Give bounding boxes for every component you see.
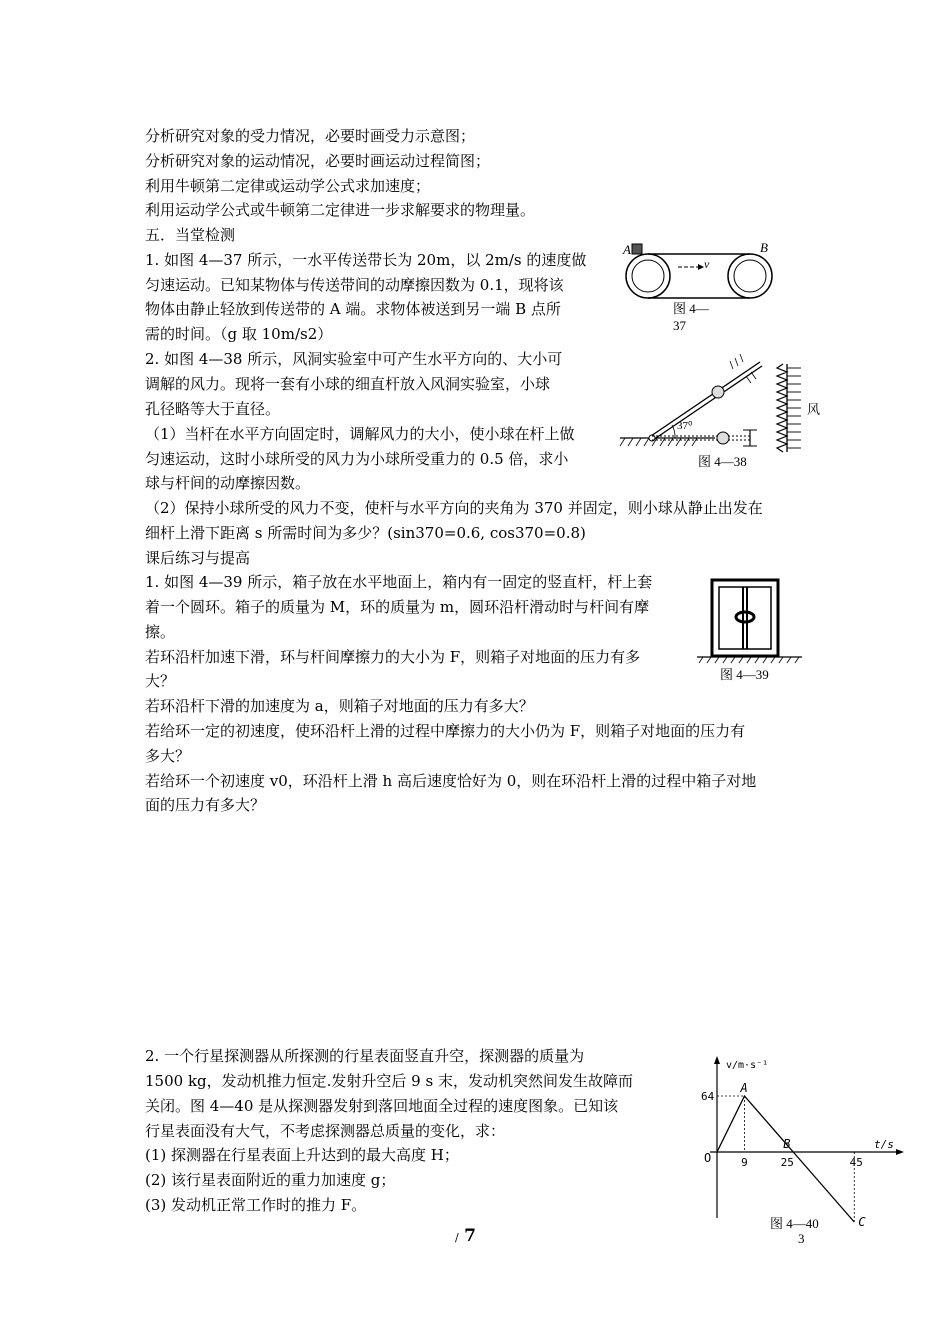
fig37-caption: 图 4— (673, 301, 709, 316)
fig37-label-a: A (623, 242, 631, 257)
point-b-label: B (783, 1137, 791, 1151)
point-c-label: C (858, 1215, 866, 1229)
page-total: 7 (464, 1226, 476, 1246)
section-title: 五．当堂检测 (145, 226, 236, 244)
p1-line: 着一个圆环。箱子的质量为 M，环的质量为 m，圆环沿杆滑动时与杆间有摩 (145, 598, 650, 616)
p1-line: 多大？ (145, 747, 191, 765)
figure-4-40-chart (690, 1050, 910, 1250)
fig37-label-b: B (760, 240, 768, 255)
y-tick-label: 64 (701, 1090, 715, 1103)
p1-line: 若给环一定的初速度，使环沿杆上滑的过程中摩擦力的大小仍为 F，则箱子对地面的压力有 (145, 722, 746, 740)
fig37-label-v: v (704, 257, 710, 271)
fig40-caption-num: 3 (798, 1231, 805, 1246)
origin-label: O (704, 1151, 712, 1165)
q2-line: 2. 如图 4—38 所示，风洞实验室中可产生水平方向的、大小可 (145, 350, 563, 368)
fig40-caption: 图 4—40 (770, 1216, 819, 1231)
footer-slash: / (455, 1231, 459, 1244)
x-tick-label: 45 (849, 1156, 863, 1169)
x-axis-label: t/s (874, 1138, 894, 1151)
fig38-caption: 图 4—38 (698, 454, 747, 469)
figure-4-39 (697, 576, 807, 686)
p2-line: (3) 发动机正常工作时的推力 F。 (145, 1196, 367, 1214)
q2-line: 细杆上滑下距离 s 所需时间为多少？(sin370=0.6, cos370=0.8) (145, 524, 586, 542)
q1-line: 物体由静止轻放到传送带的 A 端。求物体被送到另一端 B 点所 (145, 300, 561, 318)
page-footer (455, 1226, 476, 1246)
practice-title: 课后练习与提高 (145, 549, 251, 567)
p2-line: (1) 探测器在行星表面上升达到的最大高度 H； (145, 1146, 459, 1164)
p2-line: 行星表面没有大气，不考虑探测器总质量的变化，求： (145, 1122, 506, 1140)
q2-line: 球与杆间的动摩擦因数。 (145, 474, 311, 492)
p1-line: 擦。 (145, 623, 176, 641)
p2-line: 2. 一个行星探测器从所探测的行星表面竖直升空，探测器的质量为 (145, 1047, 585, 1065)
fig37-caption-num: 37 (673, 318, 686, 333)
q2-line: （1）当杆在水平方向固定时，调解风力的大小，使小球在杆上做 (145, 425, 575, 443)
p1-line: 若环沿杆下滑的加速度为 a，则箱子对地面的压力有多大？ (145, 697, 534, 715)
q2-line: （2）保持小球所受的风力不变，使杆与水平方向的夹角为 370 并固定，则小球从静止出发在 (145, 499, 763, 517)
point-a-label: A (740, 1081, 748, 1095)
x-tick-label: 9 (741, 1156, 748, 1169)
figure-4-37 (615, 240, 785, 340)
step-1: 分析研究对象的受力情况，必要时画受力示意图； (145, 127, 476, 145)
p1-line: 1. 如图 4—39 所示，箱子放在水平地面上，箱内有一固定的竖直杆，杆上套 (145, 573, 653, 591)
step-2: 分析研究对象的运动情况，必要时画运动过程简图； (145, 152, 491, 170)
fig39-caption: 图 4—39 (720, 667, 769, 682)
p2-line: (2) 该行星表面附近的重力加速度 g； (145, 1171, 396, 1189)
q2-line: 匀速运动，这时小球所受的风力为小球所受重力的 0.5 倍，求小 (145, 450, 569, 468)
q1-line: 1. 如图 4—37 所示，一水平传送带长为 20m，以 2m/s 的速度做 (145, 251, 587, 269)
q2-line: 孔径略等大于直径。 (145, 400, 281, 418)
fig38-angle: 37⁰ (677, 420, 693, 432)
q2-line: 调解的风力。现将一套有小球的细直杆放入风洞实验室，小球 (145, 375, 551, 393)
q1-line: 需的时间。（g 取 10m/s2） (145, 325, 333, 343)
x-tick-label: 25 (780, 1156, 794, 1169)
p1-line: 若给环一个初速度 v0，环沿杆上滑 h 高后速度恰好为 0，则在环沿杆上滑的过程中箱子对地 (145, 772, 757, 790)
y-axis-label: v/m·s⁻¹ (726, 1060, 769, 1071)
q1-line: 匀速运动。已知某物体与传送带间的动摩擦因数为 0.1，现将该 (145, 276, 564, 294)
fig38-wind-label: 风 (807, 403, 821, 418)
p1-line: 若环沿杆加速下滑，环与杆间摩擦力的大小为 F，则箱子对地面的压力有多 (145, 648, 641, 666)
p2-line: 1500 kg，发动机推力恒定.发射升空后 9 s 末，发动机突然间发生故障而 (145, 1072, 633, 1090)
step-3: 利用牛顿第二定律或运动学公式求加速度； (145, 177, 431, 195)
p1-line: 面的压力有多大？ (145, 796, 266, 814)
p2-line: 关闭。图 4—40 是从探测器发射到落回地面全过程的速度图象。已知该 (145, 1097, 619, 1115)
p1-line: 大？ (145, 672, 176, 690)
figure-4-38 (615, 352, 825, 477)
step-4: 利用运动学公式或牛顿第二定律进一步求解要求的物理量。 (145, 201, 536, 219)
